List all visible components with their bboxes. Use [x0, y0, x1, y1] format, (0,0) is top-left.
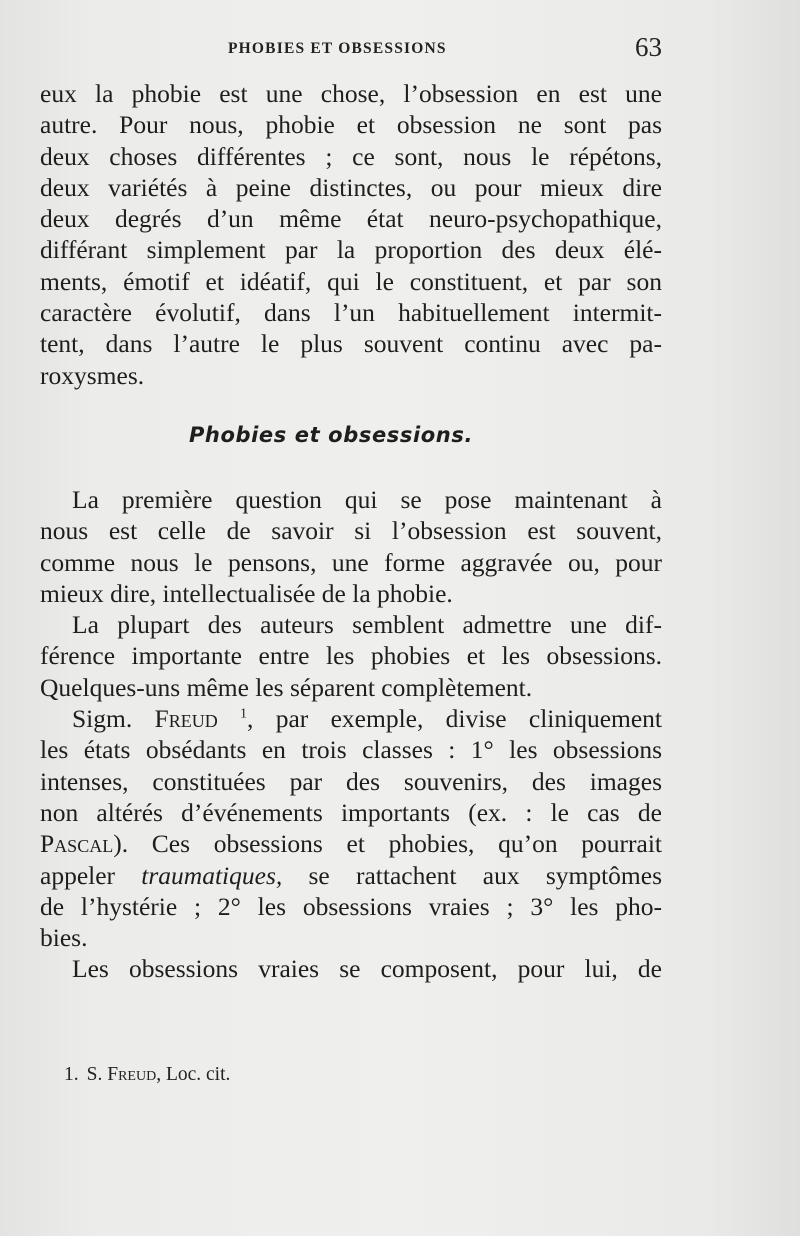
author-name: Freud	[154, 704, 218, 734]
author-name: Pascal	[40, 829, 114, 859]
running-head	[40, 34, 662, 64]
text-line	[40, 828, 662, 859]
italic-term: traumatiques,	[141, 860, 283, 890]
text-line: La plupart des auteurs semblent admettre une dif-	[72, 610, 662, 640]
text-line: les états obsédants en trois classes : 1° les obsessions	[40, 735, 662, 765]
text-fragment: se rattachent aux symptômes	[282, 860, 662, 890]
text-line: roxysmes.	[40, 360, 145, 390]
text-fragment: ). Ces obsessions et phobies, qu’on pourrait	[113, 829, 662, 859]
text-line: caractère évolutif, dans l’un habituellement intermit-	[40, 298, 662, 328]
footnote-number: 1.	[64, 1064, 79, 1085]
paragraph-1	[40, 78, 662, 391]
text-line: tent, dans l’autre le plus souvent continu avec pa-	[40, 329, 662, 359]
text-line: deux choses différentes ; ce sont, nous le répétons,	[40, 141, 662, 171]
text-line: Quelques-uns même les séparent complètement.	[40, 672, 533, 702]
text-fragment: appeler	[40, 860, 142, 890]
author-name: Freud	[107, 1064, 157, 1085]
text-line: Les obsessions vraies se composent, pour lui, de	[72, 954, 662, 984]
text-line: comme nous le pensons, une forme aggravée ou, pour	[40, 547, 662, 577]
text-line: nous est celle de savoir si l’obsession est souvent,	[40, 516, 662, 546]
paragraph-5	[40, 953, 662, 984]
page-number: 63	[635, 32, 662, 62]
text-line: mieux dire, intellectualisée de la phobie.	[40, 578, 453, 608]
text-fragment: Sigm.	[72, 704, 155, 734]
text-line: non altérés d’événements importants (ex. : le cas de	[40, 797, 662, 827]
section-heading: Phobies et obsessions.	[188, 422, 474, 447]
text-fragment: , Loc. cit.	[156, 1064, 231, 1085]
text-line: de l’hystérie ; 2° les obsessions vraies ; 3° les pho-	[40, 891, 662, 921]
footnote	[64, 1064, 230, 1086]
body-text	[40, 78, 662, 985]
paragraph-3	[40, 609, 662, 703]
text-line	[40, 703, 662, 734]
text-line: deux degrés d’un même état neuro-psychopathique,	[40, 204, 662, 234]
text-line: férence importante entre les phobies et les obsessions.	[40, 641, 662, 671]
text-line: deux variétés à peine distinctes, ou pour mieux dire	[40, 172, 662, 202]
text-line: ments, émotif et idéatif, qui le constituent, et par son	[40, 266, 662, 296]
paragraph-4	[40, 703, 662, 953]
paragraph-2	[40, 484, 662, 609]
footnote-reference: 1	[240, 706, 248, 722]
text-line: bies.	[40, 923, 88, 953]
text-line: autre. Pour nous, phobie et obsession ne sont pas	[40, 110, 662, 140]
text-line	[40, 860, 662, 891]
running-title: PHOBIES ET OBSESSIONS	[228, 40, 447, 57]
text-line: La première question qui se pose maintenant à	[72, 484, 662, 514]
text-fragment: S.	[86, 1064, 108, 1085]
text-fragment: , par exemple, divise cliniquement	[247, 704, 662, 734]
text-line: différant simplement par la proportion des deux élé-	[40, 235, 662, 265]
text-line: intenses, constituées par des souvenirs, des images	[40, 766, 662, 796]
text-line: eux la phobie est une chose, l’obsession en est une	[40, 79, 662, 108]
